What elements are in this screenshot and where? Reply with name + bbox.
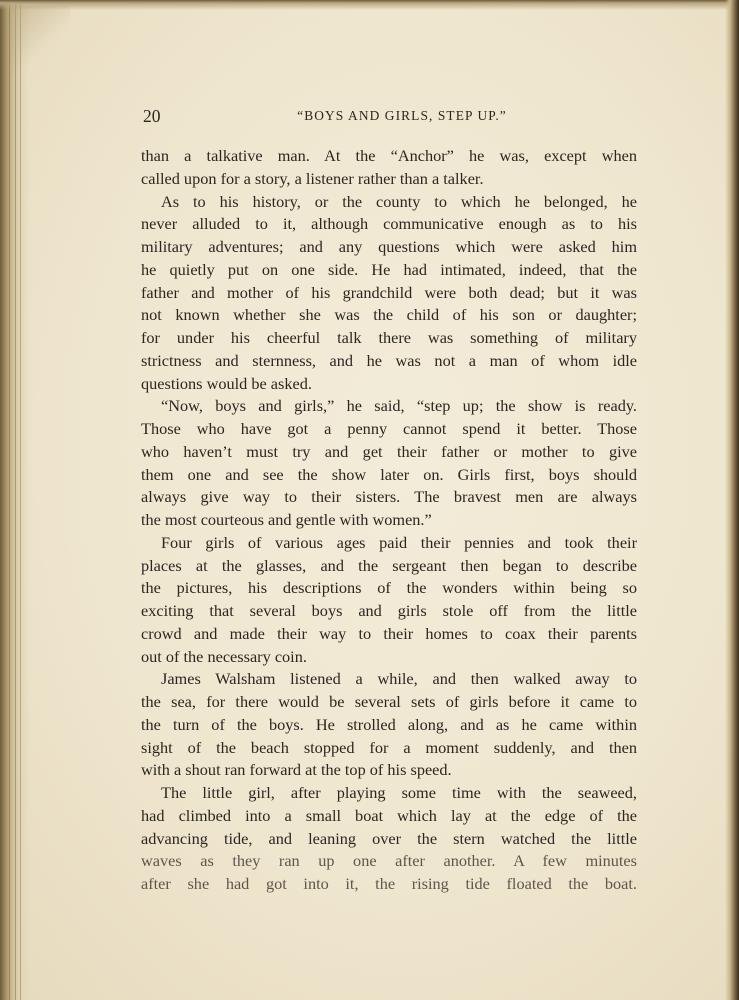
- text-line: places at the glasses, and the sergeant then began to describe: [141, 555, 637, 575]
- text-line: crowd and made their way to their homes to coax their parents: [141, 623, 637, 643]
- gutter-line: [9, 0, 10, 1000]
- text-line: for under his cheerful talk there was something of military: [141, 328, 637, 347]
- corner-fold: [10, 6, 70, 76]
- gutter-line: [20, 0, 21, 1000]
- gutter-line: [15, 0, 16, 1000]
- page-top-edge: [0, 0, 739, 10]
- text-line: Those who have got a penny cannot spend it better. Those: [141, 419, 637, 438]
- text-line: the pictures, his descriptions of the wonders within being so: [141, 578, 637, 598]
- text-line: out of the necessary coin.: [141, 646, 307, 666]
- text-line: who haven’t must try and get their father or mother to give: [141, 441, 637, 461]
- text-line: military adventures; and any questions which were asked him: [141, 237, 637, 256]
- text-line: with a shout ran forward at the top of his speed.: [141, 760, 452, 780]
- page-right-edge: [725, 0, 739, 1000]
- text-line: than a talkative man. At the “Anchor” he was, except when: [141, 146, 637, 165]
- text-line: sight of the beach stopped for a moment suddenly, and then: [141, 737, 637, 757]
- text-line: the sea, for there would be several sets of girls before it came to: [141, 692, 637, 711]
- text-line: Four girls of various ages paid their pennies and took their: [161, 532, 637, 552]
- text-line: called upon for a story, a listener rather than a talker.: [141, 168, 484, 188]
- text-line: As to his history, or the county to which he belonged, he: [161, 191, 637, 211]
- text-line: James Walsham listened a while, and then walked away to: [161, 669, 637, 689]
- text-line: had climbed into a small boat which lay at the edge of the: [141, 805, 637, 825]
- text-line: not known whether she was the child of his son or daughter;: [141, 305, 637, 325]
- text-line: he quietly put on one side. He had intimated, indeed, that the: [141, 259, 637, 279]
- text-line: after she had got into it, the rising tide floated the boat.: [141, 874, 637, 893]
- text-line: the turn of the boys. He strolled along, and as he came within: [141, 714, 637, 734]
- text-line: waves as they ran up one after another. A few minutes: [141, 851, 637, 871]
- text-line: strictness and sternness, and he was not a man of whom idle: [141, 350, 637, 370]
- body-text: [141, 145, 637, 896]
- running-head: “BOYS AND GIRLS, STEP UP.”: [297, 108, 507, 123]
- text-line: always give way to their sisters. The bravest men are always: [141, 487, 637, 507]
- text-line: never alluded to it, although communicative enough as to his: [141, 214, 637, 234]
- text-line: questions would be asked.: [141, 373, 312, 393]
- text-line: exciting that several boys and girls stole off from the little: [141, 601, 637, 620]
- text-line: The little girl, after playing some time with the seaweed,: [161, 783, 637, 802]
- text-line: father and mother of his grandchild were both dead; but it was: [141, 282, 637, 302]
- text-line: the most courteous and gentle with women.”: [141, 510, 432, 529]
- text-line: advancing tide, and leaning over the stern watched the little: [141, 828, 637, 848]
- text-line: them one and see the show later on. Girls first, boys should: [141, 464, 637, 484]
- page-number: 20: [143, 106, 161, 126]
- text-line: “Now, boys and girls,” he said, “step up; the show is ready.: [161, 396, 637, 416]
- page-header: [143, 106, 637, 130]
